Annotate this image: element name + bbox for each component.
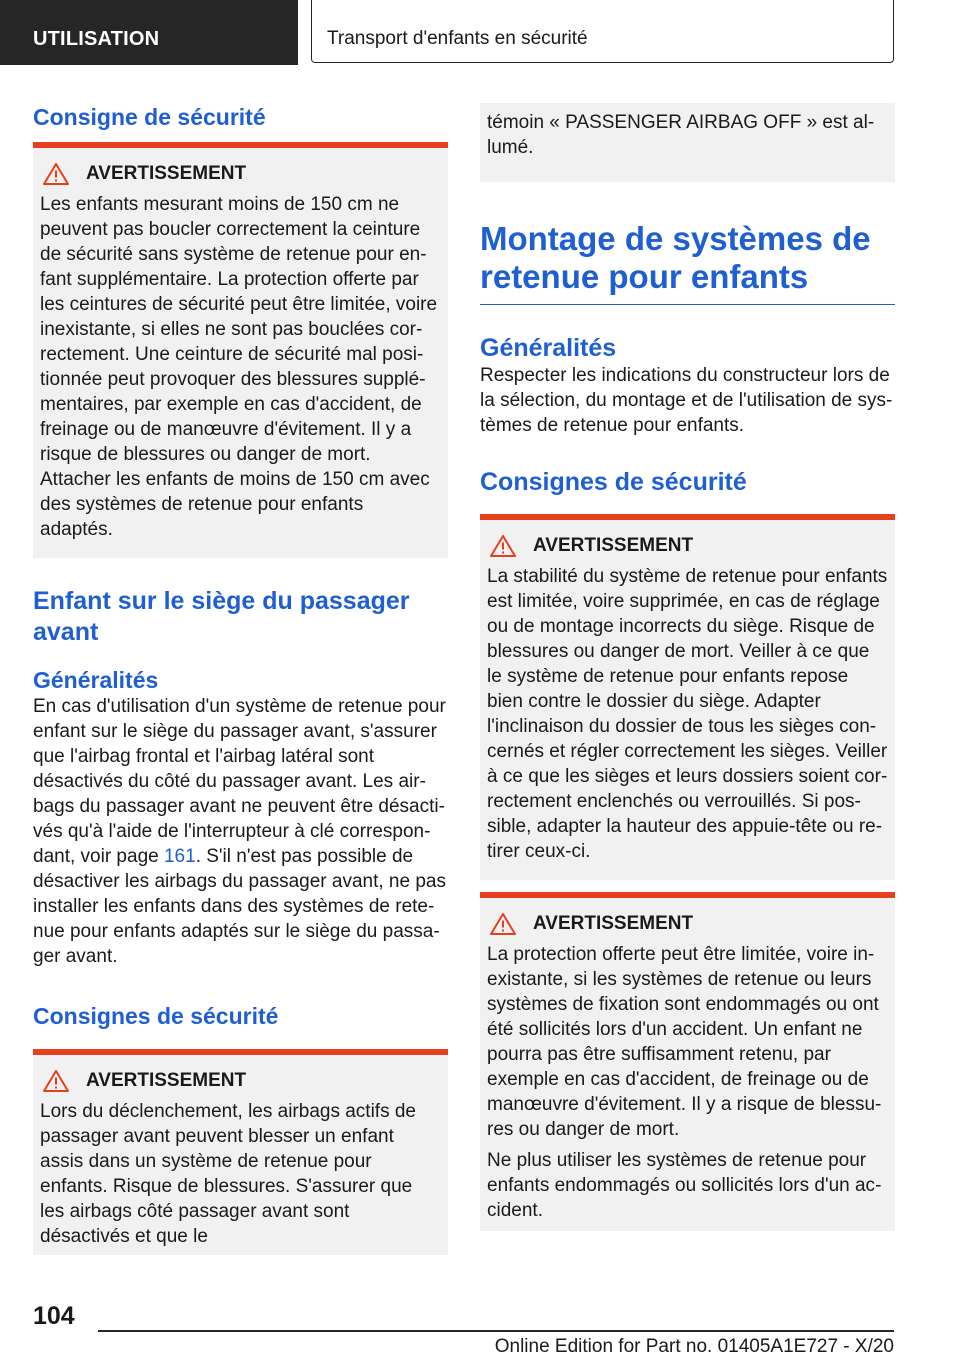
header-section-tab: [0, 0, 298, 65]
warning-box-3: [480, 514, 895, 880]
header-chapter-label: Transport d'enfants en sécurité: [327, 28, 588, 49]
warning-label: AVERTISSEMENT: [533, 535, 694, 556]
warning-header: [40, 162, 441, 186]
warning-box-1: [33, 142, 448, 558]
header-chapter-tab: [311, 0, 894, 63]
warning-header: [40, 1069, 441, 1093]
warning-header: [487, 534, 888, 558]
general-paragraph-left: [33, 694, 448, 969]
warning-label: AVERTISSEMENT: [533, 913, 694, 934]
warning-header: [487, 912, 888, 936]
safety-heading-left-2: Consignes de sécurité: [33, 1003, 279, 1029]
warning-label: AVERTISSEMENT: [86, 163, 247, 184]
warning-box-4: [480, 892, 895, 1231]
left-column: [33, 96, 448, 1255]
footer-divider: [98, 1330, 894, 1332]
safety-heading-left: Consigne de sécurité: [33, 104, 266, 130]
general-paragraph-right: Respecter les indications du constructeur lors de la sélection, du montage et de l'utilisation de systèmes de retenue pour enfants.: [480, 365, 893, 436]
general-text-part: En cas d'utilisation d'un système de retenue pour enfant sur le siège du passager avant, s'assurer que l'airbag frontal et l'airbag latéral sont désactivés du côté du passager avant. Les airbags du passager avant ne peuvent être désactivés qu'à l'aide de l'interrupteur à clé correspondant, voir page: [33, 696, 446, 867]
warning-text: Lors du déclenchement, les airbags actifs de passager avant peuvent blesser un enfant assis dans un système de retenue pour enfants. Risque de blessures. S'assurer que les airbags côté passager avant sont désactivés et que le: [40, 1101, 416, 1247]
header-section-label: UTILISATION: [33, 28, 160, 50]
warning-box-2-continued: [480, 103, 895, 182]
warning-triangle-icon: [489, 534, 517, 558]
warning-triangle-icon: [42, 162, 70, 186]
page-link-161[interactable]: 161: [163, 846, 196, 867]
general-text-part: . S'il n'est pas possible de désactiver les airbags du passager avant, ne pas installer les enfants dans des systèmes de retenue pour enfants adaptés sur le siège du passager avant.: [33, 846, 446, 967]
warning-text: témoin « PASSENGER AIRBAG OFF » est allumé.: [487, 112, 875, 158]
footer-edition: Online Edition for Part no. 01405A1E727 - X/20: [494, 1336, 894, 1357]
warning-triangle-icon: [489, 912, 517, 936]
safety-heading-right: Consignes de sécurité: [480, 468, 747, 496]
front-seat-heading: Enfant sur le siège du passager avant: [33, 587, 410, 646]
warning-box-2: [33, 1049, 448, 1255]
warning-text: Ne plus utiliser les systèmes de retenue pour enfants endommagés ou sollicités lors d'un accident.: [487, 1150, 882, 1221]
right-column: [480, 103, 895, 1231]
general-heading-left: Généralités: [33, 667, 159, 693]
warning-text: La protection offerte peut être limitée, voire inexistante, si les systèmes de retenue ou leurs systèmes de fixation sont endommagés ou ont été sollicités lors d'un accident. Un enfant ne pourra pas être suffisamment retenu, par exemple en cas d'accident, de freinage ou de manœuvre d'évitement. Il y a risque de blessures ou danger de mort.: [487, 944, 882, 1140]
warning-label: AVERTISSEMENT: [86, 1070, 247, 1091]
warning-text: Les enfants mesurant moins de 150 cm ne peuvent pas boucler correctement la ceinture de sécurité sans système de retenue pour enfant supplémentaire. La protection offerte par les ceintures de sécurité peut être limitée, voire inexistante, si elles ne sont pas bouclées correctement. Une ceinture de sécurité mal positionnée peut provoquer des blessures supplémentaires, par exemple en cas d'accident, de freinage ou de manœuvre d'évitement. Il y a risque de blessures ou danger de mort. Attacher les enfants de moins de 150 cm avec des systèmes de retenue pour enfants adaptés.: [40, 194, 438, 540]
general-heading-right: Généralités: [480, 334, 617, 362]
warning-triangle-icon: [42, 1069, 70, 1093]
page-number: 104: [33, 1302, 75, 1330]
warning-text: La stabilité du système de retenue pour enfants est limitée, voire supprimée, en cas de réglage ou de montage incorrects du siège. Risque de blessures ou danger de mort. Veiller à ce que le système de retenue pour enfants repose bien contre le dossier du siège. Adapter l'inclinaison du dossier de tous les sièges concernés et régler correctement les sièges. Veiller à ce que les sièges et leurs dossiers soient correctement enclenchés ou verrouillés. Si possible, adapter la hauteur des appuie-tête ou retirer ceux-ci.: [487, 566, 888, 862]
mounting-heading: Montage de systèmes de retenue pour enfants: [480, 220, 895, 305]
